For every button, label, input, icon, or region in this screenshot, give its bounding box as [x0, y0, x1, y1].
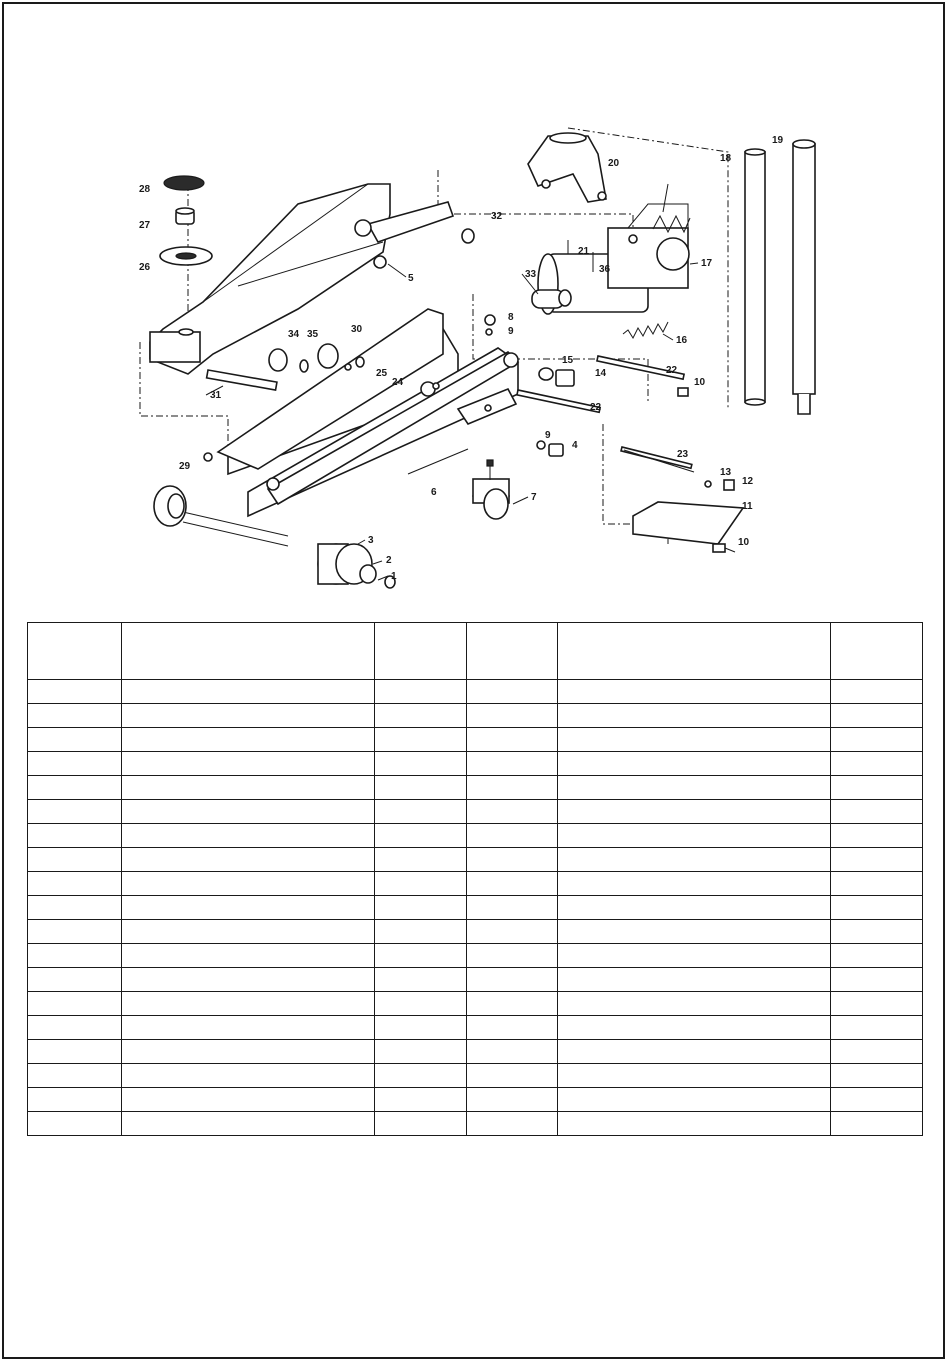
callout-label: 27: [139, 220, 151, 231]
table-cell: [122, 1016, 375, 1040]
table-row: [28, 1112, 923, 1136]
table-cell: [558, 728, 831, 752]
table-cell: [375, 992, 467, 1016]
callout-label: 10: [738, 537, 750, 548]
table-row: [28, 824, 923, 848]
table-cell: [375, 1040, 467, 1064]
table-cell: [467, 1064, 558, 1088]
table-cell: [558, 920, 831, 944]
table-cell: [28, 800, 122, 824]
table-cell: [558, 1040, 831, 1064]
table-cell: [122, 896, 375, 920]
table-cell: [558, 872, 831, 896]
table-cell: [558, 1112, 831, 1136]
callout-label: 36: [599, 264, 611, 275]
table-cell: [28, 1088, 122, 1112]
table-cell: [467, 848, 558, 872]
table-cell: [122, 992, 375, 1016]
table-cell: [122, 848, 375, 872]
table-row: [28, 920, 923, 944]
table-cell: [375, 704, 467, 728]
callout-label: 13: [720, 467, 732, 478]
table-cell: [467, 872, 558, 896]
table-cell: [558, 1064, 831, 1088]
column-header: [467, 623, 558, 680]
callout-label: 8: [508, 312, 514, 323]
table-cell: [28, 1016, 122, 1040]
column-header: [28, 623, 122, 680]
table-row: [28, 1016, 923, 1040]
table-cell: [28, 728, 122, 752]
table-cell: [467, 680, 558, 704]
table-cell: [122, 1112, 375, 1136]
table-cell: [28, 704, 122, 728]
table-cell: [122, 776, 375, 800]
table-cell: [28, 872, 122, 896]
table-row: [28, 704, 923, 728]
table-row: [28, 1064, 923, 1088]
table-header-row: [28, 623, 923, 680]
callout-label: 20: [608, 158, 620, 169]
table-cell: [28, 920, 122, 944]
table-cell: [558, 752, 831, 776]
exploded-parts-diagram: [128, 124, 848, 604]
table-cell: [831, 1016, 923, 1040]
table-cell: [831, 728, 923, 752]
table-cell: [467, 728, 558, 752]
table-cell: [831, 920, 923, 944]
callout-label: 17: [701, 258, 713, 269]
table-cell: [467, 1040, 558, 1064]
table-cell: [122, 728, 375, 752]
table-row: [28, 752, 923, 776]
table-cell: [558, 824, 831, 848]
table-cell: [558, 992, 831, 1016]
table-cell: [831, 1112, 923, 1136]
table-cell: [375, 1112, 467, 1136]
table-row: [28, 680, 923, 704]
table-cell: [122, 704, 375, 728]
callout-label: 33: [525, 269, 537, 280]
callout-label: 9: [545, 430, 551, 441]
table-row: [28, 992, 923, 1016]
table-cell: [28, 896, 122, 920]
table-cell: [122, 872, 375, 896]
table-cell: [467, 800, 558, 824]
table-cell: [28, 1064, 122, 1088]
table-row: [28, 776, 923, 800]
table-row: [28, 1088, 923, 1112]
table-cell: [558, 800, 831, 824]
table-cell: [375, 920, 467, 944]
table-cell: [467, 968, 558, 992]
callout-label: 30: [351, 324, 363, 335]
callout-label: 4: [572, 440, 578, 451]
callout-label: 2: [386, 555, 392, 566]
callout-label: 18: [720, 153, 732, 164]
table-cell: [122, 1064, 375, 1088]
callout-label: 10: [694, 377, 706, 388]
table-cell: [375, 752, 467, 776]
table-cell: [558, 968, 831, 992]
table-cell: [375, 776, 467, 800]
callout-label: 31: [210, 390, 222, 401]
callout-label: 19: [772, 135, 784, 146]
callout-label: 14: [595, 368, 607, 379]
table-cell: [831, 824, 923, 848]
callout-label: 22: [666, 365, 678, 376]
table-cell: [375, 848, 467, 872]
table-cell: [122, 752, 375, 776]
table-cell: [28, 944, 122, 968]
table-cell: [831, 680, 923, 704]
table-cell: [467, 824, 558, 848]
table-cell: [28, 1112, 122, 1136]
table-row: [28, 1040, 923, 1064]
callout-label: 6: [431, 487, 437, 498]
callout-label: 35: [307, 329, 319, 340]
table-cell: [28, 776, 122, 800]
callout-label: 16: [676, 335, 688, 346]
table-cell: [467, 992, 558, 1016]
table-cell: [467, 776, 558, 800]
callout-label: 34: [288, 329, 300, 340]
table-cell: [831, 848, 923, 872]
callout-label: 29: [179, 461, 191, 472]
table-cell: [831, 968, 923, 992]
callout-label: 24: [392, 377, 404, 388]
table-cell: [467, 704, 558, 728]
table-row: [28, 944, 923, 968]
table-cell: [375, 728, 467, 752]
table-cell: [831, 896, 923, 920]
table-cell: [831, 992, 923, 1016]
table-cell: [375, 824, 467, 848]
table-cell: [28, 752, 122, 776]
table-cell: [831, 704, 923, 728]
table-cell: [467, 1088, 558, 1112]
table-cell: [831, 1040, 923, 1064]
table-cell: [467, 1016, 558, 1040]
table-cell: [375, 1016, 467, 1040]
callout-label: 9: [508, 326, 514, 337]
table-cell: [122, 1040, 375, 1064]
column-header: [558, 623, 831, 680]
table-cell: [375, 800, 467, 824]
table-cell: [375, 944, 467, 968]
table-row: [28, 848, 923, 872]
table-cell: [122, 680, 375, 704]
table-row: [28, 872, 923, 896]
table-cell: [831, 1088, 923, 1112]
table-cell: [558, 1016, 831, 1040]
callout-label: 5: [408, 273, 414, 284]
callout-label: 25: [376, 368, 388, 379]
table-cell: [558, 1088, 831, 1112]
table-cell: [831, 776, 923, 800]
callout-label: 11: [742, 501, 753, 512]
column-header: [122, 623, 375, 680]
table-cell: [831, 944, 923, 968]
callout-label: 32: [491, 211, 503, 222]
callout-label: 22: [590, 402, 602, 413]
column-header: [375, 623, 467, 680]
table-cell: [122, 824, 375, 848]
table-cell: [467, 752, 558, 776]
callout-label: 3: [368, 535, 374, 546]
table-cell: [28, 824, 122, 848]
table-cell: [467, 896, 558, 920]
table-row: [28, 896, 923, 920]
table-cell: [558, 944, 831, 968]
table-cell: [375, 1088, 467, 1112]
table-cell: [831, 752, 923, 776]
callout-label: 12: [742, 476, 754, 487]
table-cell: [122, 1088, 375, 1112]
callout-label: 15: [562, 355, 574, 366]
table-cell: [375, 1064, 467, 1088]
table-cell: [375, 872, 467, 896]
callout-label: 1: [391, 571, 397, 582]
table-cell: [28, 992, 122, 1016]
callout-label: 26: [139, 262, 151, 273]
callout-label: 21: [578, 246, 590, 257]
table-cell: [122, 968, 375, 992]
table-cell: [831, 1064, 923, 1088]
callout-label: 23: [677, 449, 689, 460]
parts-list-table: [27, 622, 923, 1136]
table-cell: [558, 896, 831, 920]
table-cell: [122, 920, 375, 944]
table-cell: [831, 872, 923, 896]
table-cell: [28, 1040, 122, 1064]
table-cell: [122, 800, 375, 824]
table-row: [28, 968, 923, 992]
table-row: [28, 800, 923, 824]
table-row: [28, 728, 923, 752]
table-cell: [375, 680, 467, 704]
table-cell: [467, 1112, 558, 1136]
table-cell: [467, 920, 558, 944]
callout-label: 28: [139, 184, 151, 195]
table-cell: [558, 848, 831, 872]
table-cell: [375, 896, 467, 920]
table-cell: [28, 680, 122, 704]
table-cell: [467, 944, 558, 968]
table-cell: [558, 704, 831, 728]
table-cell: [558, 680, 831, 704]
table-cell: [122, 944, 375, 968]
callout-label: 7: [531, 492, 537, 503]
table-cell: [28, 968, 122, 992]
table-cell: [831, 800, 923, 824]
table-cell: [375, 968, 467, 992]
table-cell: [558, 776, 831, 800]
table-cell: [28, 848, 122, 872]
column-header: [831, 623, 923, 680]
